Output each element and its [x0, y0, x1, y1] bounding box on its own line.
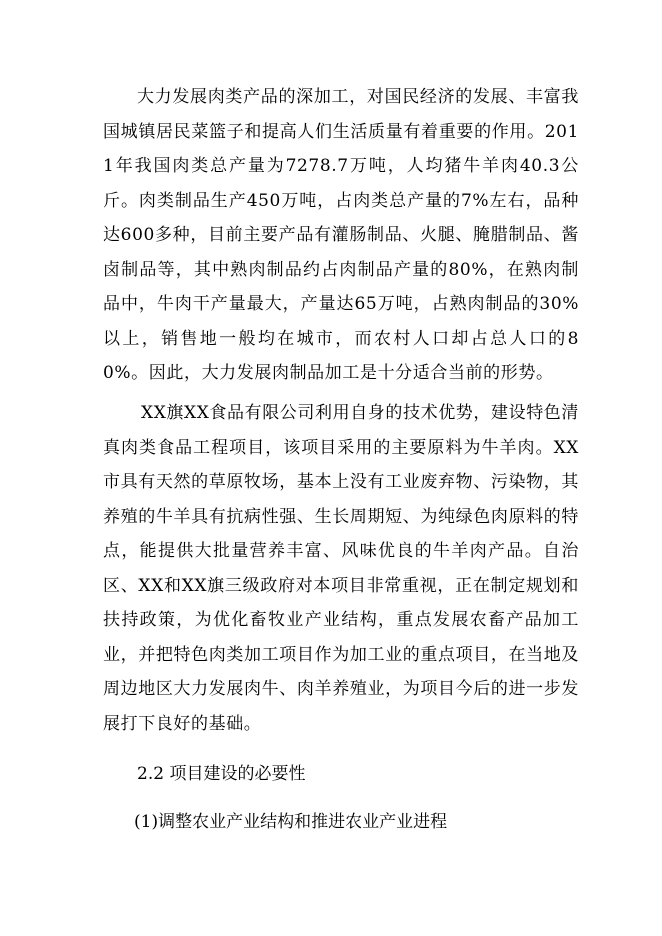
section-heading: 2.2 项目建设的必要性: [137, 764, 306, 784]
body-paragraph-meat-industry: 大力发展肉类产品的深加工，对国民经济的发展、丰富我国城镇居民菜篮子和提高人们生活质量有着重要的作用。2011年我国肉类总产量为7278.7万吨，人均猪牛羊肉40.3公斤。肉类制品生产450万吨，占肉类总产量的7%左右，品种达600多种，目前主要产品有灌肠制品、火腿、腌腊制品、酱卤制品等，其中熟肉制品约占肉制品产量的80%，在熟肉制品中，牛肉干产量最大，产量达65万吨，占熟肉制品的30%以上，销售地一般均在城市，而农村人口却占总人口的80%。因此，大力发展肉制品加工是十分适合当前的形势。: [103, 87, 579, 383]
subsection-heading: (1)调整农业产业结构和推进农业产业进程: [134, 812, 448, 832]
body-paragraph-company-project: XX旗XX食品有限公司利用自身的技术优势，建设特色清真肉类食品工程项目，该项目采用的主要原料为牛羊肉。XX市具有天然的草原牧场，基本上没有工业废弃物、污染物，其养殖的牛羊具有抗病性强、生长周期短、为纯绿色肉原料的特点，能提供大批量营养丰富、风味优良的牛羊肉产品。自治区、XX和XX旗三级政府对本项目非常重视，正在制定规划和扶持政策，为优化畜牧业产业结构，重点发展农畜产品加工业，并把特色肉类加工项目作为加工业的重点项目，在当地及周边地区大力发展肉牛、肉羊养殖业，为项目今后的进一步发展打下良好的基础。: [103, 403, 580, 734]
